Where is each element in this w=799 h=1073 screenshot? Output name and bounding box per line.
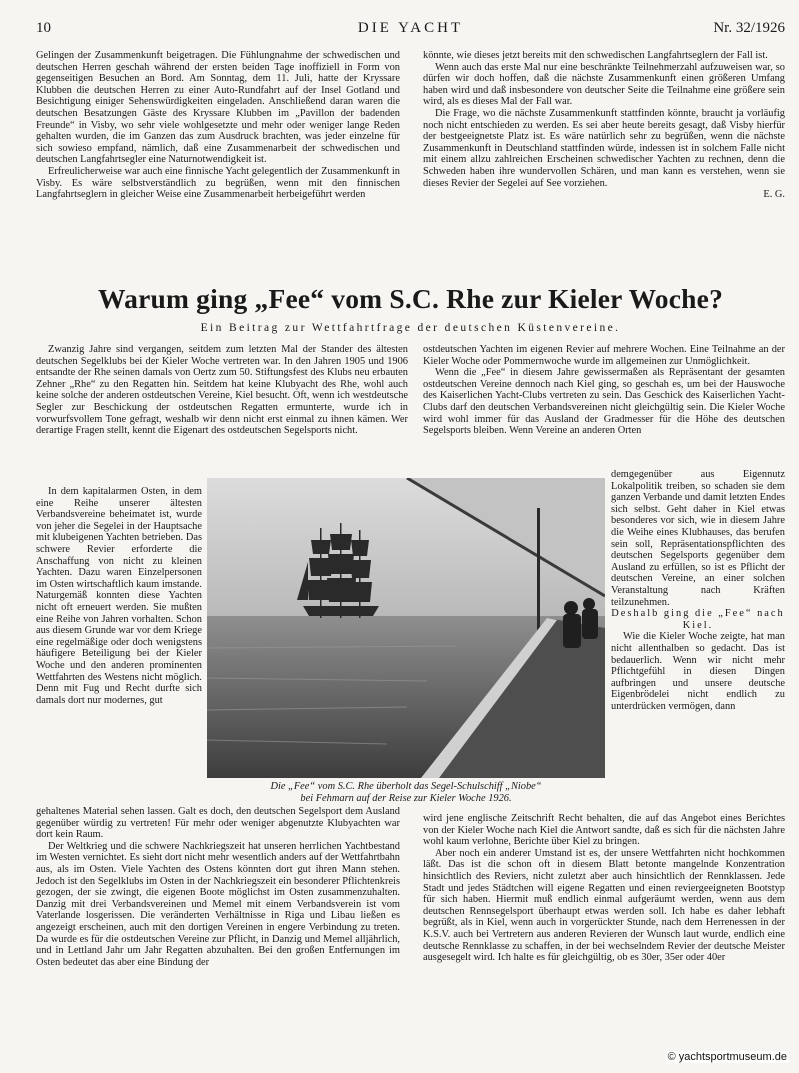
- article-subtitle: Ein Beitrag zur Wettfahrtfrage der deutschen Küstenvereine.: [200, 322, 621, 334]
- author-initials: E. G.: [763, 189, 785, 201]
- caption-line: bei Fehmarn auf der Reise zur Kieler Woche 1926.: [300, 793, 512, 804]
- paragraph: Wenn die „Fee“ in diesem Jahre gewissermaßen als Repräsentant der gesamten ostdeutschen Vereine dennoch nach Kiel ging, so geschah es, um bei der Hauswoche des Kaiserlichen Yacht-Clubs vertreten zu sein. Das Geschick des Kaiserlichen Yacht-Clubs darf den deutschen Verbandsvereinen nicht gleichgültig sein. Die Kieler Woche wird wohl immer für das Ausland der Gradmesser für die Höhe des deutschen Segelsports bleiben. Wenn Vereine an anderen Orten: [423, 367, 785, 437]
- paragraph: Wie die Kieler Woche zeigte, hat man nicht allenthalben so gedacht. Das ist bedauerlich. Wenn wir nicht mehr Pflichtgefühl in diesen Dingen aufbringen und unsere deutsche Eigenbrödelei nicht endlich zu unterdrücken vermögen, dann: [611, 631, 785, 712]
- paragraph: Gelingen der Zusammenkunft beigetragen. Die Fühlungnahme der schwedischen und deutschen Herren geschah während der ersten beiden Tage inoffiziell in Form von gegenseitigen Besuchen an Bord. Am Sonntag, dem 11. Juli, hatte der Kryssare Klubben die deutschen Herren zu einer Auto-Rundfahrt auf der Insel Gotland und Besichtigung einiger Sehenswürdigkeiten eingeladen. Anschließend daran waren die deutschen Besatzungen Gäste des Kryssare Klubben im „Pavillon der badenden Freunde“ in Visby, wo sehr viele wohlgesetzte und mehr oder weniger lange Reden gehalten wurden, die im Ganzen das zum Ausdruck brachten, was jeder einzelne für sich sowieso empfand, nämlich, daß eine Zusammenarbeit der schwedischen und deutschen Langfahrtsegler eine Naturnotwendigkeit ist.: [36, 50, 400, 166]
- article-left-narrow: [36, 486, 202, 802]
- journal-title: DIE YACHT: [357, 20, 464, 36]
- article-right-narrow: [611, 469, 785, 809]
- prev-article-left-column: [36, 50, 400, 260]
- paragraph: ostdeutschen Yachten im eigenen Revier auf mehrere Wochen. Eine Teilnahme an der Kieler Woche oder Pommernwoche wurde im allgemeinen zur Unmöglichkeit.: [423, 344, 785, 367]
- paragraph: Der Weltkrieg und die schwere Nachkriegszeit hat unseren herrlichen Yachtbestand im Westen vernichtet. Es sieht dort nicht mehr wesentlich anders auf der Wettfahrtbahn aus, als im Osten. Viele Yachten des Ostens könnten dort gut ihren Mann stehen. Jedoch ist den Segelklubs im Osten in der Nachkriegszeit ein besonderer Pflichtenkreis gezogen, der sie zwingt, die eigenen Boote möglichst im Osten zusammenzuhalten. Danzig mit drei Verbandsvereinen und Memel mit einem Verbandsverein ist vom Vaterlande losgerissen. Die veränderten Verhältnisse in Riga und Libau ließen es angezeigt erscheinen, auch mit den dortigen Vereinen in engere Verbindung zu treten. Da wurde es für die ostdeutschen Vereine zur Pflicht, in Danzig und Memel alljährlich, und in Lettland Jahr um Jahr Regatten abzuhalten. Bei den großen Entfernungen im Osten bedeutet das aber eine Bindung der: [36, 840, 400, 968]
- paragraph: wird jene englische Zeitschrift Recht behalten, die auf das Angebot eines Berichtes von der Kieler Woche nach Kiel die Antwort sandte, daß es sich für die nächsten Jahre wohl kaum verlohne, Berichte über Kiel zu bringen.: [423, 813, 785, 848]
- paragraph: Die Frage, wo die nächste Zusammenkunft stattfinden könnte, braucht ja vorläufig noch nicht entschieden zu werden. Es sei aber heute bereits gesagt, daß Visby hierfür der bestgeeignetste Platz ist. Es wäre natürlich sehr zu begrüßen, wenn die nächste Zusammenkunft in Deutschland stattfinden würde, indessen ist in solchem Falle nicht mit einem allzu zahlreichen Erscheinen schwedischer Yachten zu rechnen, denn die Schweden haben ihre wundervollen Schären, und man kann es verstehen, wenn sie dieses Revier der Segelei auf See vorziehen.: [423, 107, 785, 189]
- signature-line: [423, 189, 785, 201]
- paragraph: gehaltenes Material sehen lassen. Galt es doch, den deutschen Segelsport dem Ausland gegenüber würdig zu vertreten! Für mehr oder weniger abgenutzte Klubyachten war dort kein Raum.: [36, 806, 400, 841]
- emphasis-line: Deshalb ging die „Fee“ nach Kiel.: [611, 608, 785, 631]
- paragraph: Aber noch ein anderer Umstand ist es, der unsere Wettfahrten nicht hochkommen läßt. Das ist die schon oft in diesem Blatt betonte mangelnde Konzentration hinsichtlich des Reviers, nicht zuletzt aber auch hinsichtlich der Rennklassen. Jede Stadt und jedes Städtchen will eigene Regatten und einen reviergeeigneten Bootstyp für sich haben. Hiermit muß endlich einmal aufgeräumt werden, wenn aus dem deutschen Rennsegelsport überhaupt etwas werden soll. Ich habe es daher lebhaft begrüßt, als in Kiel, wenn auch in vorgerückter Stunde, nach dem Herrenessen in der K.S.V. auch bei Vertretern aus anderen Revieren der Wunsch laut wurde, endlich eine deutsche Rennklasse zu schaffen, in der bei wechselndem Revier der deutsche Meister ausgesegelt wird. Ich halte es für gleichgültig, ob es 30er, 35er oder 40er: [423, 847, 785, 964]
- article-title: Warum ging „Fee“ vom S.C. Rhe zur Kieler Woche?: [97, 283, 724, 314]
- article-right-bottom: [423, 813, 785, 1068]
- issue-number: Nr. 32/1926: [713, 20, 785, 36]
- prev-article-right-column: [423, 50, 785, 260]
- copyright-watermark: © yachtsportmuseum.de: [667, 1051, 787, 1063]
- paragraph: demgegenüber aus Eigennutz Lokalpolitik treiben, so schaden sie dem ganzen Verbande und damit letzten Endes sich selbst. Geht daher in Kiel etwas besonderes vor sich, wie in diesem Jahre die Weihe eines Klubhauses, das berufen sein soll, Repräsentationspflichten des deutschen Segelsports gegenüber dem Ausland zu erfüllen, so ist es Pflicht der deutschen Vereine, an einer solchen Veranstaltung nach Kräften teilzunehmen.: [611, 469, 785, 608]
- paragraph: könnte, wie dieses jetzt bereits mit den schwedischen Langfahrtseglern der Fall ist.: [423, 50, 768, 61]
- paragraph: In dem kapitalarmen Osten, in dem eine Reihe unserer ältesten Verbandsvereine beheimatet ist, wurde von jeher die Segelei in der Hauptsache mit klubeigenen Yachten betrieben. Das schwere Revier erforderte die Anschaffung von nicht zu kleinen Yachten. Dazu waren Einzelpersonen im Osten wirtschaftlich kaum imstande. Naturgemäß konnten diese Yachten nicht oft erneuert werden. Sie mußten eine Reihe von Jahren vorhalten. Schon aus diesem Grunde war vor dem Kriege eine regelmäßige oder doch wenigstens häufigere Beteiligung bei der Kieler Woche und den anderen prominenten Wettfahrten des Westens nicht möglich. Denn mit Fug und Recht durfte sich damals dort nur modernes, gut: [36, 486, 202, 706]
- caption-line: Die „Fee“ vom S.C. Rhe überholt das Segel-Schulschiff „Niobe“: [270, 781, 542, 792]
- sailing-photo-illustration: [207, 478, 605, 778]
- article-photo: [207, 478, 605, 778]
- paragraph: Wenn auch das erste Mal nur eine beschränkte Teilnehmerzahl aufzuweisen war, so dürfen wir doch hoffen, daß die nächste Zusammenkunft einen größeren Umfang haben wird und daß insbesondere von deutscher Seite die Teilnahme eine größere sein wird, als es dieses Mal der Fall war.: [423, 61, 785, 108]
- page-number: 10: [36, 20, 51, 36]
- running-header: [36, 20, 785, 40]
- photo-caption: [207, 781, 605, 805]
- article-left-bottom: [36, 806, 400, 1066]
- paragraph: Zwanzig Jahre sind vergangen, seitdem zum letzten Mal der Stander des ältesten deutschen Segelklubs bei der Kieler Woche vertreten war. In den Jahren 1905 und 1906 entsandte der Rhe seinen damals von Oertz zum 50. Stiftungsfest des Klubs neu erbauten Zehner „Rhe“ zu den Regatten hin. Seitdem hat keine Klubyacht des Rhe, wohl auch keine solche der anderen ostdeutschen Vereine, Kiel besucht. Oft, wenn ich westdeutsche Segler zur Beschickung der ostdeutschen Regatten ermunterte, wurde ich in vorwurfsvollem Tone gefragt, weshalb wir denn nicht erst einmal zu ihnen kämen. Wer derartige Fragen stellt, kennt die Eigenart des ostdeutschen Segelsports nicht.: [36, 344, 408, 437]
- article-left-top: [36, 344, 408, 474]
- article-right-top: [423, 344, 785, 468]
- paragraph: Erfreulicherweise war auch eine finnische Yacht gelegentlich der Zusammenkunft in Visby. Es wäre selbstverständlich zu begrüßen, wenn mit den finnischen Langfahrtseglern in gleicher Weise eine Zusammenarbeit herbeigeführt werden: [36, 165, 400, 201]
